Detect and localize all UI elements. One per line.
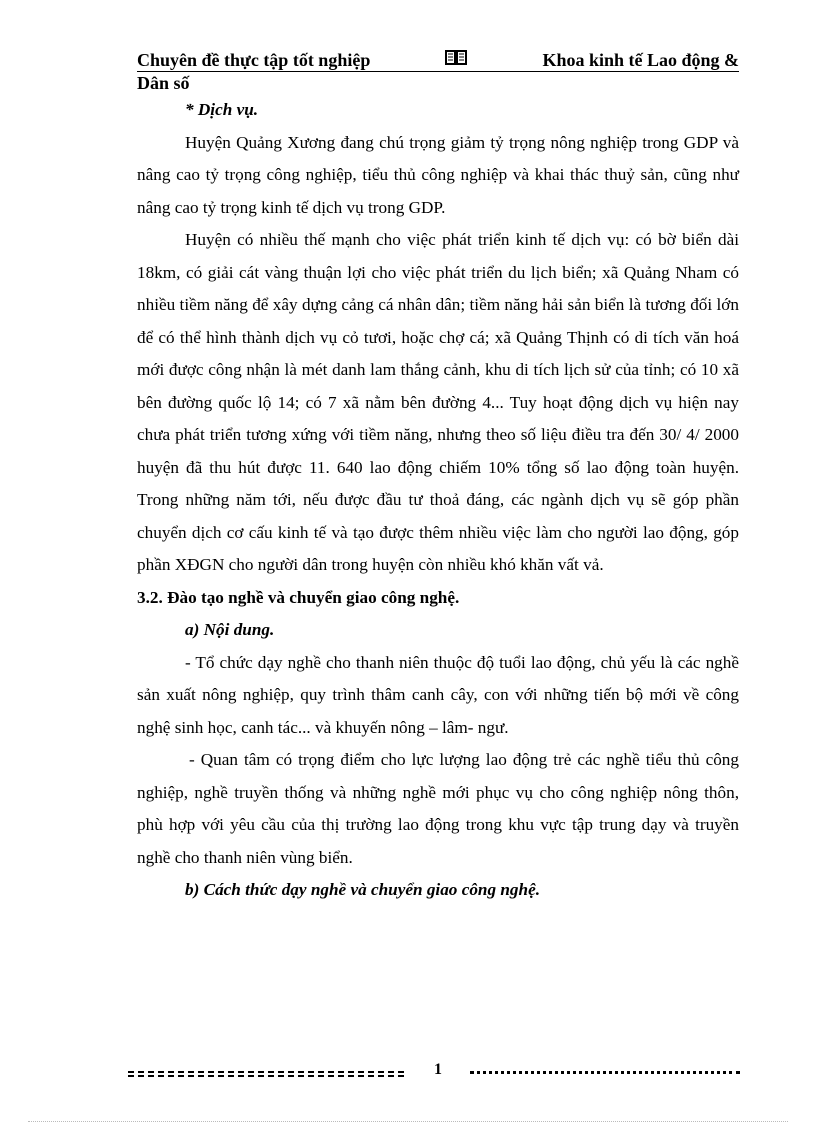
header-thesis-title: Chuyên đề thực tập tốt nghiệp: [137, 50, 371, 70]
section-heading: 3.2. Đào tạo nghề và chuyển giao công nghệ.: [137, 587, 460, 607]
header-line: [137, 49, 739, 72]
page-number: 1: [434, 1061, 442, 1078]
footer-dashed-rule: [128, 1071, 404, 1077]
header-faculty-continuation: Dân số: [137, 73, 190, 93]
page-footer: [128, 1061, 740, 1085]
heading-services: * Dịch vụ.: [185, 100, 259, 119]
paragraph: Huyện có nhiều thế mạnh cho việc phát triển kinh tế dịch vụ: có bờ biển dài 18km, có giải cát vàng thuận lợi cho việc phát triển du lịch biển; xã Quảng Nham có nhiều tiềm năng để xây dựng cảng cá nhân dân; tiềm năng hải sản biển là tương đối lớn để có thể hình thành dịch vụ cỏ tươi, hoặc chợ cá; xã Quảng Thịnh có di tích văn hoá mới được công nhận là mét danh lam thắng cảnh, khu di tích lịch sử của tỉnh; có 10 xã bên đường quốc lộ 14; có 7 xã nằm bên đường 4... Tuy hoạt động dịch vụ hiện nay chưa phát triển tương xứng với tiềm năng, nhưng theo số liệu điều tra đến 30/ 4/ 2000 huyện đã thu hút được 11. 640 lao động chiếm 10% tổng số lao động toàn huyện. Trong những năm tới, nếu được đầu tư thoả đáng, các ngành dịch vụ sẽ góp phần chuyển dịch cơ cấu kinh tế và tạo được thêm nhiều việc làm cho người lao động, góp phần XĐGN cho người dân trong huyện còn nhiều khó khăn vất vả.: [137, 230, 739, 574]
page-bottom-divider: [28, 1121, 788, 1122]
header-faculty: Khoa kinh tế Lao động &: [542, 50, 739, 70]
subheading-method: b) Cách thức dạy nghề và chuyển giao công nghệ.: [185, 880, 541, 899]
bullet-paragraph: - Tổ chức dạy nghề cho thanh niên thuộc độ tuổi lao động, chủ yếu là các nghề sản xuất nông nghiệp, quy trình thâm canh cây, con với những tiến bộ mới về công nghệ sinh học, canh tác... và khuyến nông – lâm- ngư.: [137, 652, 739, 737]
footer-dotted-rule: [470, 1071, 740, 1075]
open-book-icon: [445, 48, 467, 71]
page-header: [137, 49, 739, 94]
subheading-content: a) Nội dung.: [185, 620, 275, 639]
document-body: [137, 94, 739, 907]
bullet-paragraph: - Quan tâm có trọng điểm cho lực lượng lao động trẻ các nghề tiểu thủ công nghiệp, nghề truyền thống và những nghề mới phục vụ cho công nghiệp nông thôn, phù hợp với yêu cầu của thị trường lao động trong khu vực tập trung dạy và truyền nghề cho thanh niên vùng biển.: [137, 750, 739, 867]
paragraph: Huyện Quảng Xương đang chú trọng giảm tỷ trọng nông nghiệp trong GDP và nâng cao tỷ trọng công nghiệp, tiểu thủ công nghiệp và khai thác thuỷ sản, cũng như nâng cao tỷ trọng kinh tế dịch vụ trong GDP.: [137, 132, 739, 217]
